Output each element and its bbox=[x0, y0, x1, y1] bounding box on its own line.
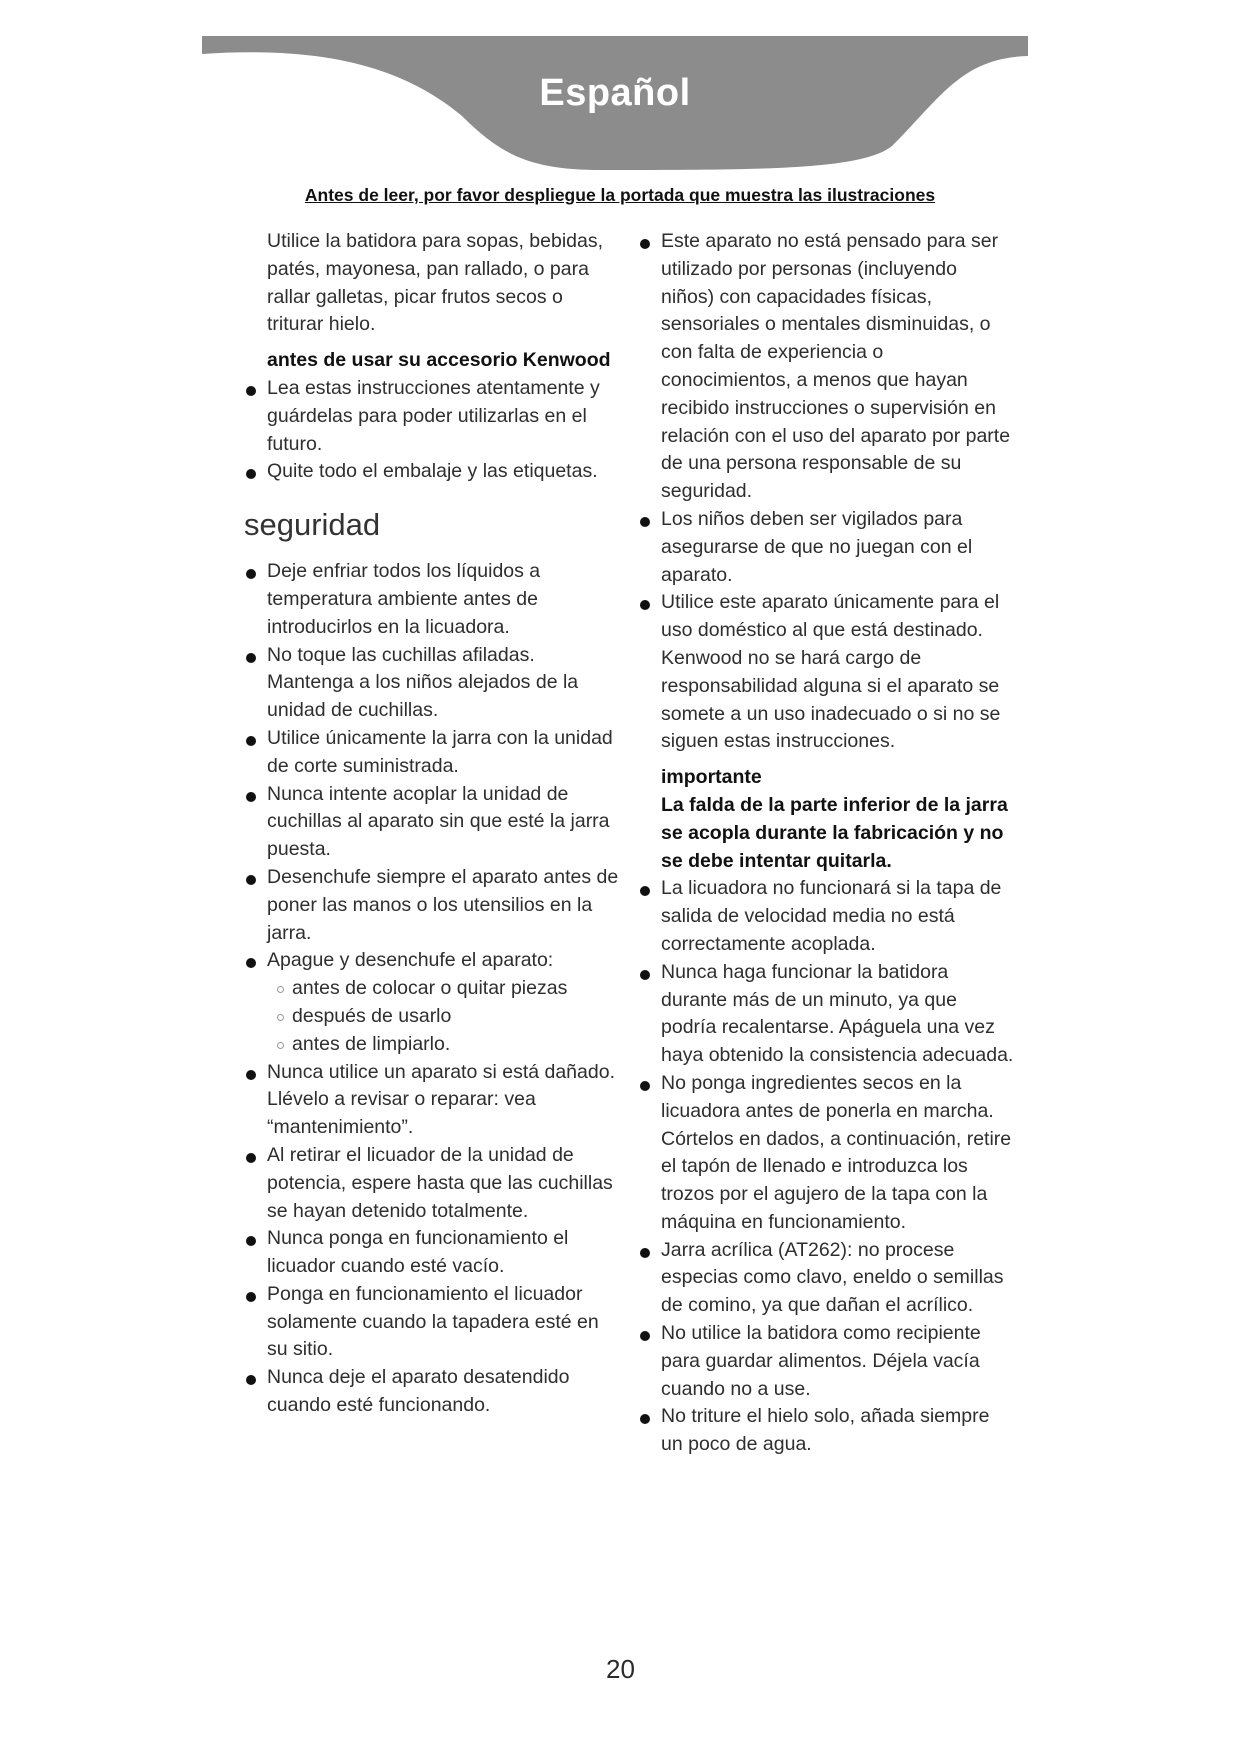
list-item: Nunca ponga en funcionamiento el licuador cuando esté vacío. bbox=[244, 1225, 624, 1281]
bullet-icon bbox=[246, 792, 256, 802]
sublist-item: después de usarlo bbox=[277, 1003, 624, 1031]
list-item: Este aparato no está pensado para ser utilizado por personas (incluyendo niños) con capacidades físicas, sensoriales o mentales disminuidas, o con falta de experiencia o conocimientos, a menos que hayan recibido instrucciones o supervisión en relación con el uso del aparato por parte de una persona responsable de su seguridad. bbox=[638, 228, 1014, 506]
left-column bbox=[244, 228, 624, 1420]
bullet-icon bbox=[246, 1153, 256, 1163]
before-use-list bbox=[244, 375, 624, 486]
bullet-icon bbox=[640, 970, 650, 980]
list-item: Quite todo el embalaje y las etiquetas. bbox=[244, 458, 624, 486]
bullet-icon bbox=[246, 1236, 256, 1246]
bullet-icon bbox=[640, 886, 650, 896]
sublist-item: antes de limpiarlo. bbox=[277, 1031, 624, 1059]
bullet-icon bbox=[246, 469, 256, 479]
list-item: No ponga ingredientes secos en la licuadora antes de ponerla en marcha. Córtelos en dados, a continuación, retire el tapón de llenado e introduzca los trozos por el agujero de la tapa con la máquina en funcionamiento. bbox=[638, 1070, 1014, 1237]
safety-list bbox=[244, 558, 624, 1420]
list-item: No toque las cuchillas afiladas. Mantenga a los niños alejados de la unidad de cuchillas. bbox=[244, 642, 624, 725]
sublist-item: antes de colocar o quitar piezas bbox=[277, 975, 624, 1003]
list-item: Deje enfriar todos los líquidos a temperatura ambiente antes de introducirlos en la licuadora. bbox=[244, 558, 624, 641]
list-item: Nunca intente acoplar la unidad de cuchillas al aparato sin que esté la jarra puesta. bbox=[244, 781, 624, 864]
page-number: 20 bbox=[606, 1654, 635, 1684]
bullet-icon bbox=[246, 736, 256, 746]
intro-paragraph: Utilice la batidora para sopas, bebidas, patés, mayonesa, pan rallado, o para rallar galletas, picar frutos secos o triturar hielo. bbox=[267, 230, 604, 336]
list-item: Desenchufe siempre el aparato antes de poner las manos o los utensilios en la jarra. bbox=[244, 864, 624, 947]
bullet-icon bbox=[246, 875, 256, 885]
list-item: Nunca utilice un aparato si está dañado. Llévelo a revisar o reparar: vea “mantenimiento”. bbox=[244, 1059, 624, 1142]
list-item: Lea estas instrucciones atentamente y guárdelas para poder utilizarlas en el futuro. bbox=[244, 375, 624, 458]
list-item: Jarra acrílica (AT262): no procese especias como clavo, eneldo o semillas de comino, ya que dañan el acrílico. bbox=[638, 1237, 1014, 1320]
bullet-icon bbox=[640, 600, 650, 610]
list-item: Utilice este aparato únicamente para el uso doméstico al que está destinado. Kenwood no se hará cargo de responsabilidad alguna si el aparato se somete a un uso inadecuado o si no se siguen estas instrucciones. bbox=[638, 589, 1014, 756]
bullet-icon bbox=[246, 569, 256, 579]
list-item: No triture el hielo solo, añada siempre un poco de agua. bbox=[638, 1403, 1014, 1459]
bullet-icon bbox=[640, 1331, 650, 1341]
safety-list-continued bbox=[638, 228, 1014, 756]
list-item: Nunca haga funcionar la batidora durante más de un minuto, ya que podría recalentarse. Apáguela una vez haya obtenido la consistencia adecuada. bbox=[638, 959, 1014, 1070]
bullet-icon bbox=[640, 239, 650, 249]
list-item: Al retirar el licuador de la unidad de potencia, espere hasta que las cuchillas se hayan detenido totalmente. bbox=[244, 1142, 624, 1225]
safety-heading: seguridad bbox=[244, 507, 381, 543]
right-column bbox=[638, 228, 1014, 1459]
bullet-icon bbox=[640, 1414, 650, 1424]
ring-bullet-icon bbox=[277, 1014, 284, 1021]
important-heading: importante bbox=[661, 766, 762, 789]
language-header-banner bbox=[202, 36, 1028, 170]
list-item: Apague y desenchufe el aparato: antes de colocar o quitar piezas después de usarlo antes de limpiarlo. bbox=[244, 947, 624, 1058]
language-title: Español bbox=[539, 72, 691, 114]
important-list bbox=[638, 875, 1014, 1459]
list-item: Los niños deben ser vigilados para asegurarse de que no juegan con el aparato. bbox=[638, 506, 1014, 589]
important-text: La falda de la parte inferior de la jarra se acopla durante la fabricación y no se debe intentar quitarla. bbox=[661, 793, 1008, 872]
bullet-icon bbox=[246, 386, 256, 396]
bullet-icon bbox=[246, 1292, 256, 1302]
bullet-icon bbox=[640, 1081, 650, 1091]
list-item: Ponga en funcionamiento el licuador solamente cuando la tapadera esté en su sitio. bbox=[244, 1281, 624, 1364]
fold-out-notice: Antes de leer, por favor despliegue la portada que muestra las ilustraciones bbox=[304, 185, 936, 205]
list-item: Utilice únicamente la jarra con la unidad de corte suministrada. bbox=[244, 725, 624, 781]
bullet-icon bbox=[246, 1375, 256, 1385]
bullet-icon bbox=[246, 958, 256, 968]
bullet-icon bbox=[640, 517, 650, 527]
before-use-heading: antes de usar su accesorio Kenwood bbox=[267, 349, 611, 372]
bullet-icon bbox=[246, 653, 256, 663]
list-item: La licuadora no funcionará si la tapa de salida de velocidad media no está correctamente acoplada. bbox=[638, 875, 1014, 958]
list-item: No utilice la batidora como recipiente para guardar alimentos. Déjela vacía cuando no a use. bbox=[638, 1320, 1014, 1403]
bullet-icon bbox=[640, 1248, 650, 1258]
ring-bullet-icon bbox=[277, 986, 284, 993]
ring-bullet-icon bbox=[277, 1042, 284, 1049]
list-item: Nunca deje el aparato desatendido cuando esté funcionando. bbox=[244, 1364, 624, 1420]
bullet-icon bbox=[246, 1070, 256, 1080]
unplug-sublist bbox=[267, 975, 624, 1058]
